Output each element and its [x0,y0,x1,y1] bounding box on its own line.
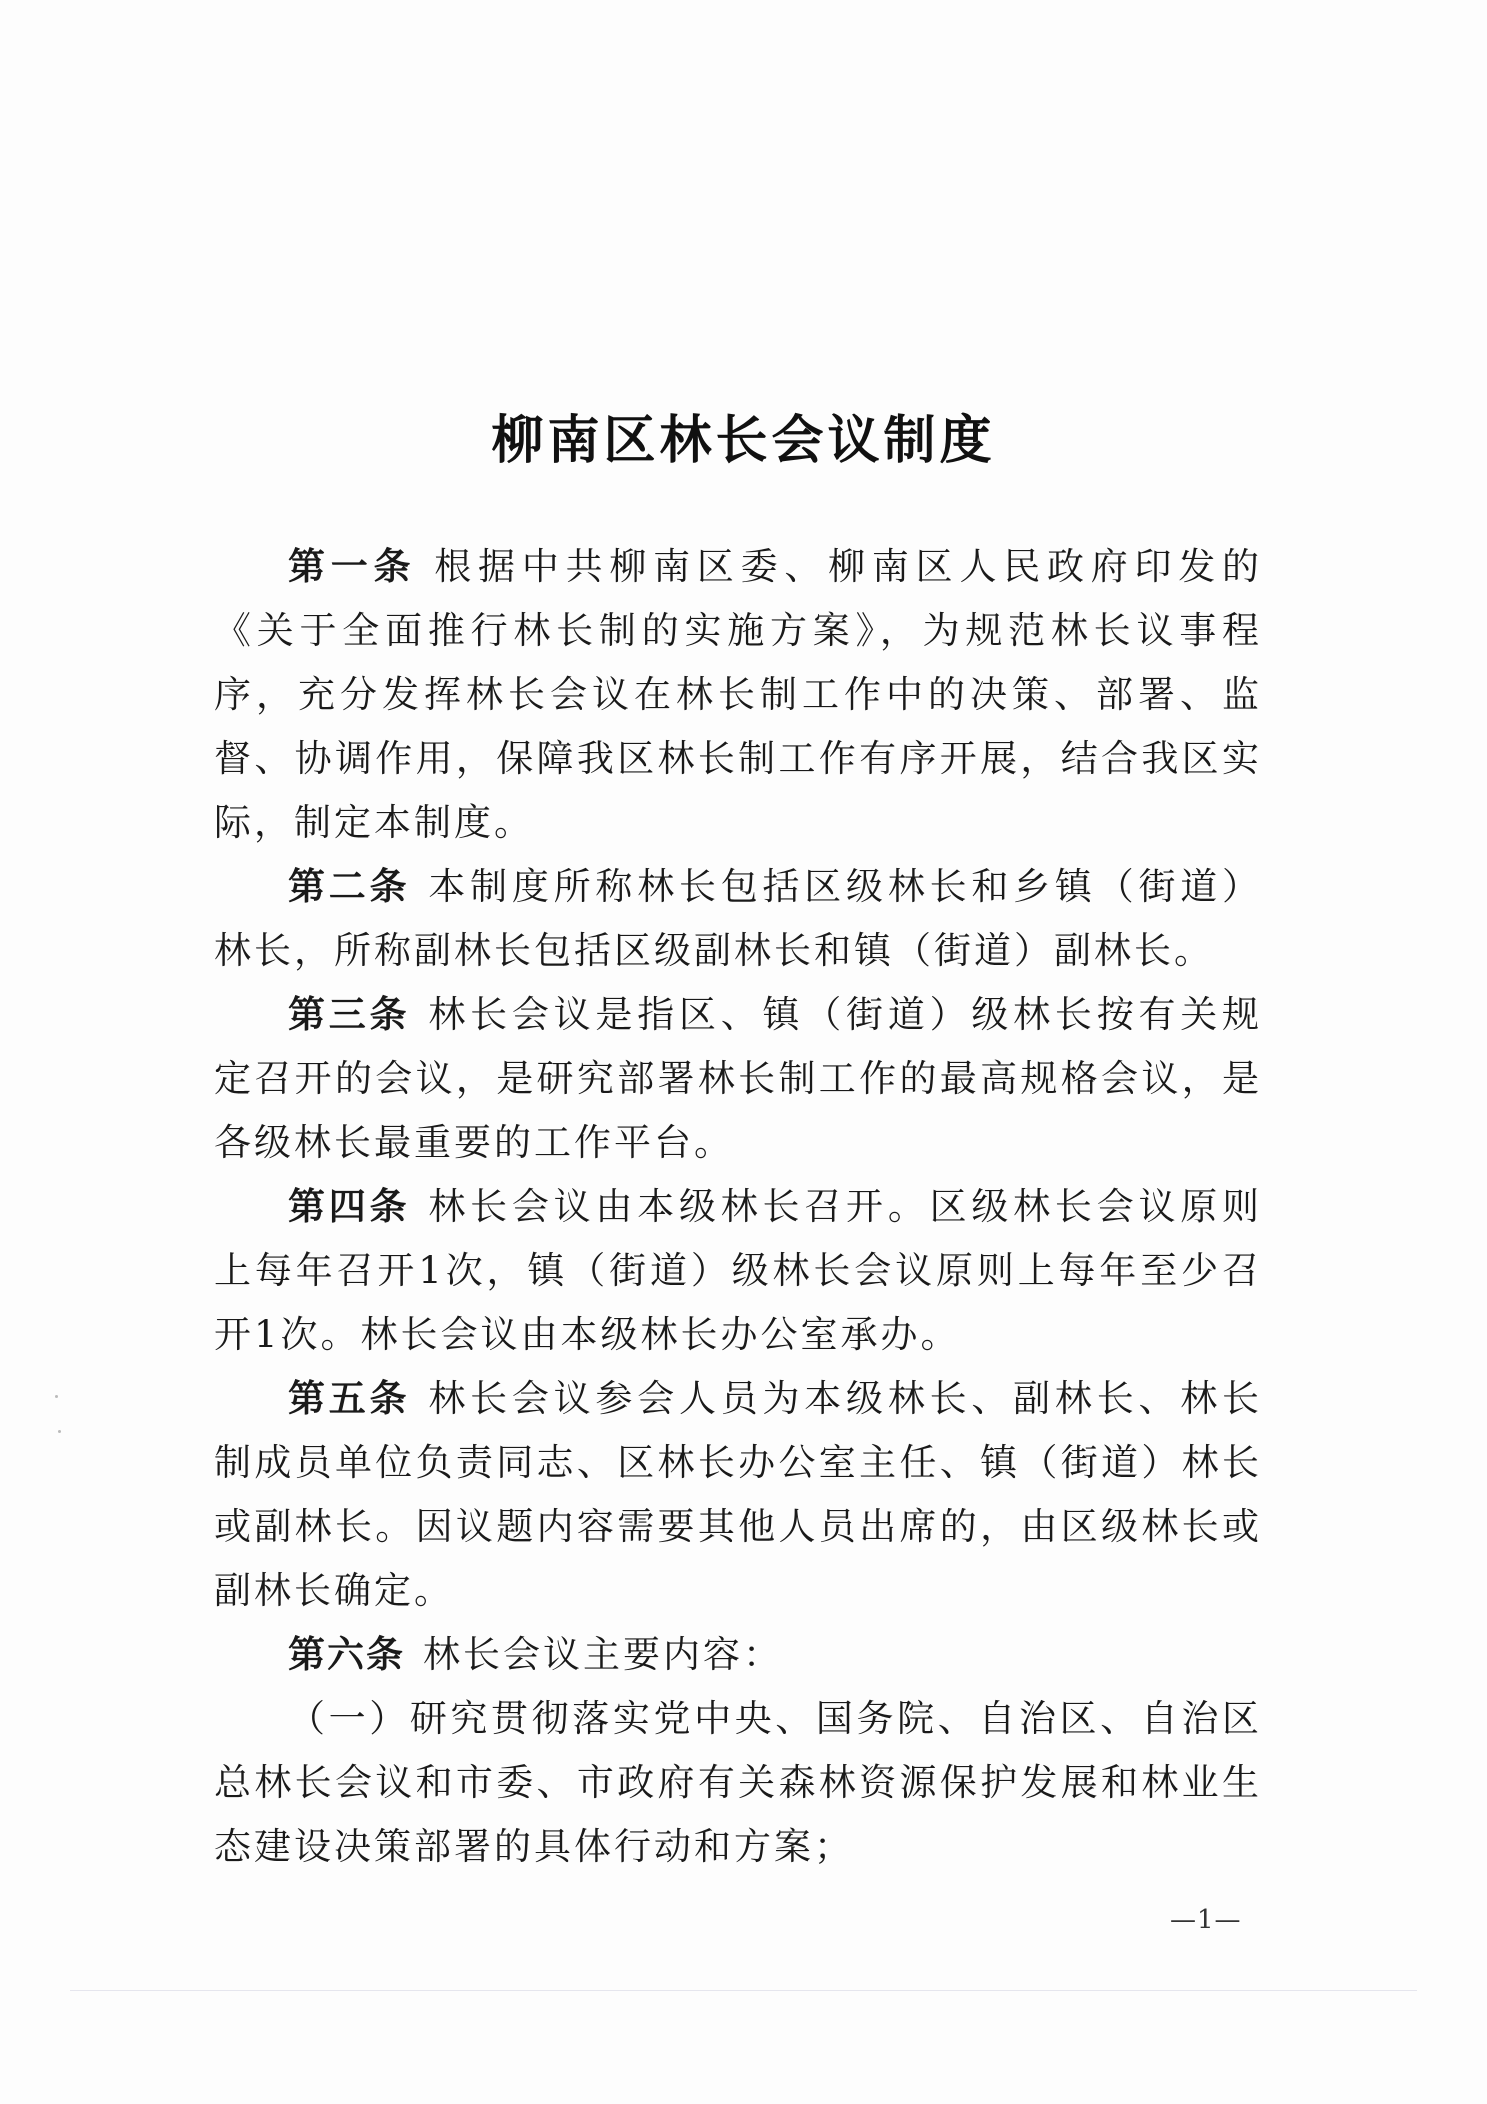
article-text: 根据中共柳南区委、柳南区人民政府印发的《关于全面推行林长制的实施方案》，为规范林长议事程序，充分发挥林长会议在林长制工作中的决策、部署、监督、协调作用，保障我区林长制工作有序开展，结合我区实际，制定本制度。 [214,545,1263,844]
article-text: 林长会议是指区、镇（街道）级林长按有关规定召开的会议，是研究部署林长制工作的最高规格会议，是各级林长最重要的工作平台。 [214,993,1263,1164]
article-label: 第六条 [288,1633,405,1676]
page-divider [70,1990,1417,1991]
article-label: 第二条 [288,865,411,908]
scan-speck [55,1395,58,1398]
list-item-1 [214,1687,1262,1879]
document-body [214,535,1262,1879]
article-6 [214,1623,1262,1687]
article-5 [214,1367,1262,1623]
article-4 [214,1175,1262,1367]
article-label: 第五条 [288,1377,411,1420]
article-text: 林长会议主要内容： [423,1633,783,1676]
article-text: 林长会议由本级林长召开。区级林长会议原则上每年召开1次，镇（街道）级林长会议原则上每年至少召开1次。林长会议由本级林长办公室承办。 [214,1185,1263,1356]
article-1 [214,535,1262,855]
article-text: 林长会议参会人员为本级林长、副林长、林长制成员单位负责同志、区林长办公室主任、镇（街道）林长或副林长。因议题内容需要其他人员出席的，由区级林长或副林长确定。 [214,1377,1263,1612]
article-label: 第一条 [288,545,417,588]
document-title: 柳南区林长会议制度 [491,410,996,471]
list-item-text: （一）研究贯彻落实党中央、国务院、自治区、自治区总林长会议和市委、市政府有关森林资源保护发展和林业生态建设决策部署的具体行动和方案； [214,1697,1262,1868]
article-3 [214,983,1262,1175]
article-label: 第四条 [288,1185,411,1228]
article-2 [214,855,1262,983]
article-text: 本制度所称林长包括区级林长和乡镇（街道）林长，所称副林长包括区级副林长和镇（街道）副林长。 [214,865,1263,972]
scan-speck [58,1430,61,1433]
page-number: —1— [1170,1905,1242,1935]
article-label: 第三条 [288,993,411,1036]
